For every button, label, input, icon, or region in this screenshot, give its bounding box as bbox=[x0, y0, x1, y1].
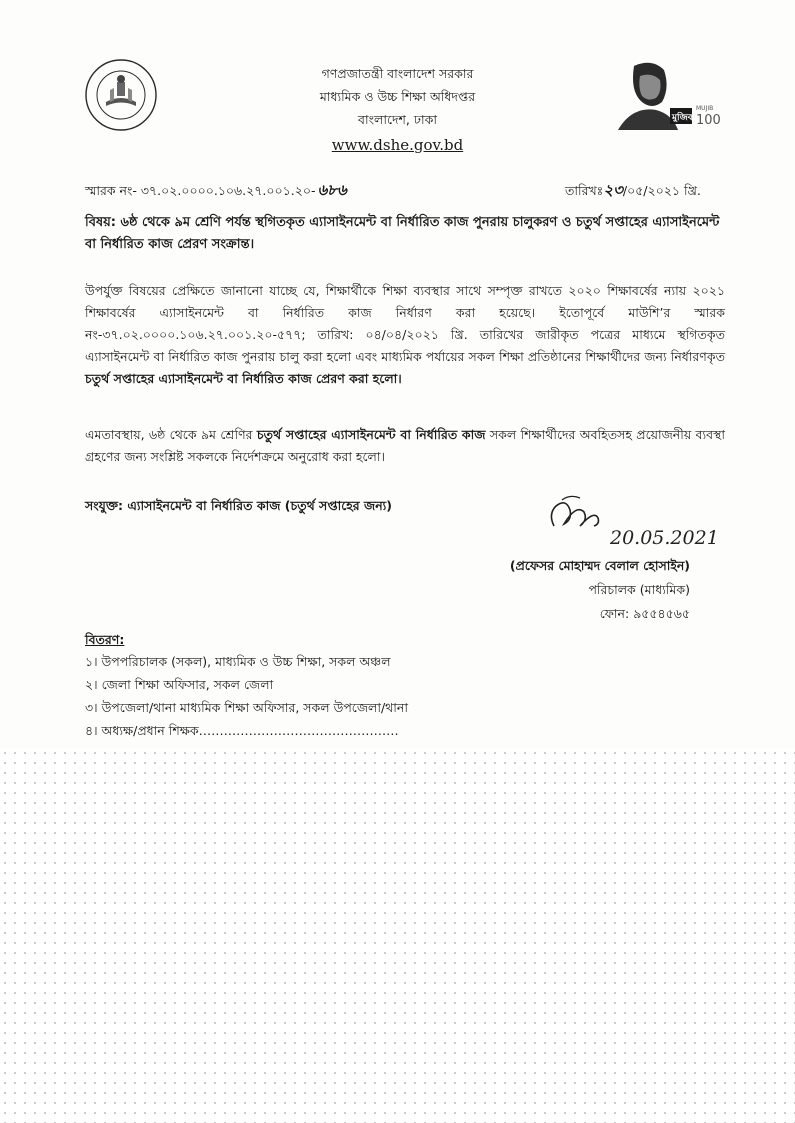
distribution-item: ৩। উপজেলা/থানা মাধ্যমিক শিক্ষা অফিসার, সকল উপজেলা/থানা bbox=[85, 700, 408, 715]
empty-dotted-area bbox=[0, 748, 795, 1123]
body-paragraph-2 bbox=[85, 424, 725, 468]
paragraph-2-part1: এমতাবস্থায়, ৬ষ্ঠ থেকে ৯ম শ্রেণির bbox=[85, 427, 253, 442]
body-paragraph-1 bbox=[85, 280, 725, 390]
distribution-item: ২। জেলা শিক্ষা অফিসার, সকল জেলা bbox=[85, 677, 274, 692]
svg-text:100: 100 bbox=[696, 113, 721, 128]
memo-label: স্মারক নং- ৩৭.০২.০০০০.১০৬.২৭.০০১.২০- bbox=[85, 183, 316, 198]
signatory-designation: পরিচালক (মাধ্যমিক) bbox=[588, 582, 690, 597]
subject bbox=[85, 212, 725, 256]
header-directorate: মাধ্যমিক ও উচ্চ শিক্ষা অধিদপ্তর bbox=[319, 89, 476, 104]
svg-text:MUJIB: MUJIB bbox=[696, 105, 714, 112]
paragraph-2-part2: সকল শিক্ষার্থীদের অবহিতসহ প্রয়োজনীয় ব্যবস্থা গ্রহণের জন্য সংশ্লিষ্ট সকলকে নির্দেশক্রমে অনুরোধ করা হলো। bbox=[85, 427, 725, 464]
paragraph-1-bold: চতুর্থ সপ্তাহের এ্যাসাইনমেন্ট বা নির্ধারিত কাজ প্রেরণ করা হলো। bbox=[85, 371, 402, 386]
date bbox=[565, 179, 701, 204]
distribution-item: ১। উপপরিচালক (সকল), মাধ্যমিক ও উচ্চ শিক্ষা, সকল অঞ্চল bbox=[85, 654, 391, 669]
svg-text:মুজিব: মুজিব bbox=[672, 113, 693, 123]
signatory-name: (প্রফেসর মোহাম্মদ বেলাল হোসাইন) bbox=[509, 558, 690, 573]
paragraph-2-bold: চতুর্থ সপ্তাহের এ্যাসাইনমেন্ট বা নির্ধারিত কাজ bbox=[256, 427, 486, 442]
date-handwritten-day: ২৩ bbox=[603, 181, 623, 199]
subject-label: বিষয়: bbox=[85, 215, 116, 230]
handwritten-signature bbox=[540, 490, 730, 550]
attachment-note: সংযুক্ত: এ্যাসাইনমেন্ট বা নির্ধারিত কাজ (চতুর্থ সপ্তাহের জন্য) bbox=[85, 498, 393, 513]
subject-text: ৬ষ্ঠ থেকে ৯ম শ্রেণি পর্যন্ত স্থগিতকৃত এ্যাসাইনমেন্ট বা নির্ধারিত কাজ পুনরায় চালুকরণ ও চতুর্থ সপ্তাহের এ্যাসাইনমেন্ট বা নির্ধারিত কাজ প্রেরণ সংক্রান্ত। bbox=[85, 215, 720, 252]
memo-handwritten: ৬৮৬ bbox=[317, 181, 347, 199]
distribution-item: ৪। অধ্যক্ষ/প্রধান শিক্ষক………………………………………… bbox=[85, 723, 399, 738]
memo-number bbox=[85, 179, 347, 204]
website-link-row bbox=[0, 136, 795, 154]
paragraph-1-text: উপর্যুক্ত বিষয়ের প্রেক্ষিতে জানানো যাচ্ছে যে, শিক্ষার্থীকে শিক্ষা ব্যবস্থার সাথে সম্পৃক্ত রাখতে ২০২০ শিক্ষাবর্ষের ন্যায় ২০২১ শিক্ষাবর্ষের এ্যাসাইনমেন্ট বা নির্ধারিত কাজ নির্ধারণ করা হয়েছে। ইতোপূর্বে মাউশি’র স্মারক নং-৩৭.০২.০০০০.১০৬.২৭.০০১.২০-৫৭৭; তারিখ: ০৪/০৪/২০২১ খ্রি. তারিখের জারীকৃত পত্রের মাধ্যমে স্থগিতকৃত এ্যাসাইনমেন্ট বা নির্ধারিত কাজ পুনরায় চালু করা হলো এবং মাধ্যমিক পর্যায়ের সকল শিক্ষা প্রতিষ্ঠানের শিক্ষার্থীদের জন্য নির্ধারণকৃত bbox=[85, 283, 725, 364]
distribution-title: বিতরণ: bbox=[85, 632, 125, 647]
date-label: তারিখঃ bbox=[565, 183, 604, 198]
signatory-phone: ফোন: ৯৫৫৪৫৬৫ bbox=[599, 606, 690, 621]
header-government: গণপ্রজাতন্ত্রী বাংলাদেশ সরকার bbox=[321, 66, 474, 81]
website-link[interactable]: www.dshe.gov.bd bbox=[331, 136, 464, 154]
date-rest: /০৫/২০২১ খ্রি. bbox=[622, 183, 701, 198]
header-location: বাংলাদেশ, ঢাকা bbox=[358, 112, 437, 127]
signature-date: 20.05.2021 bbox=[610, 527, 719, 549]
